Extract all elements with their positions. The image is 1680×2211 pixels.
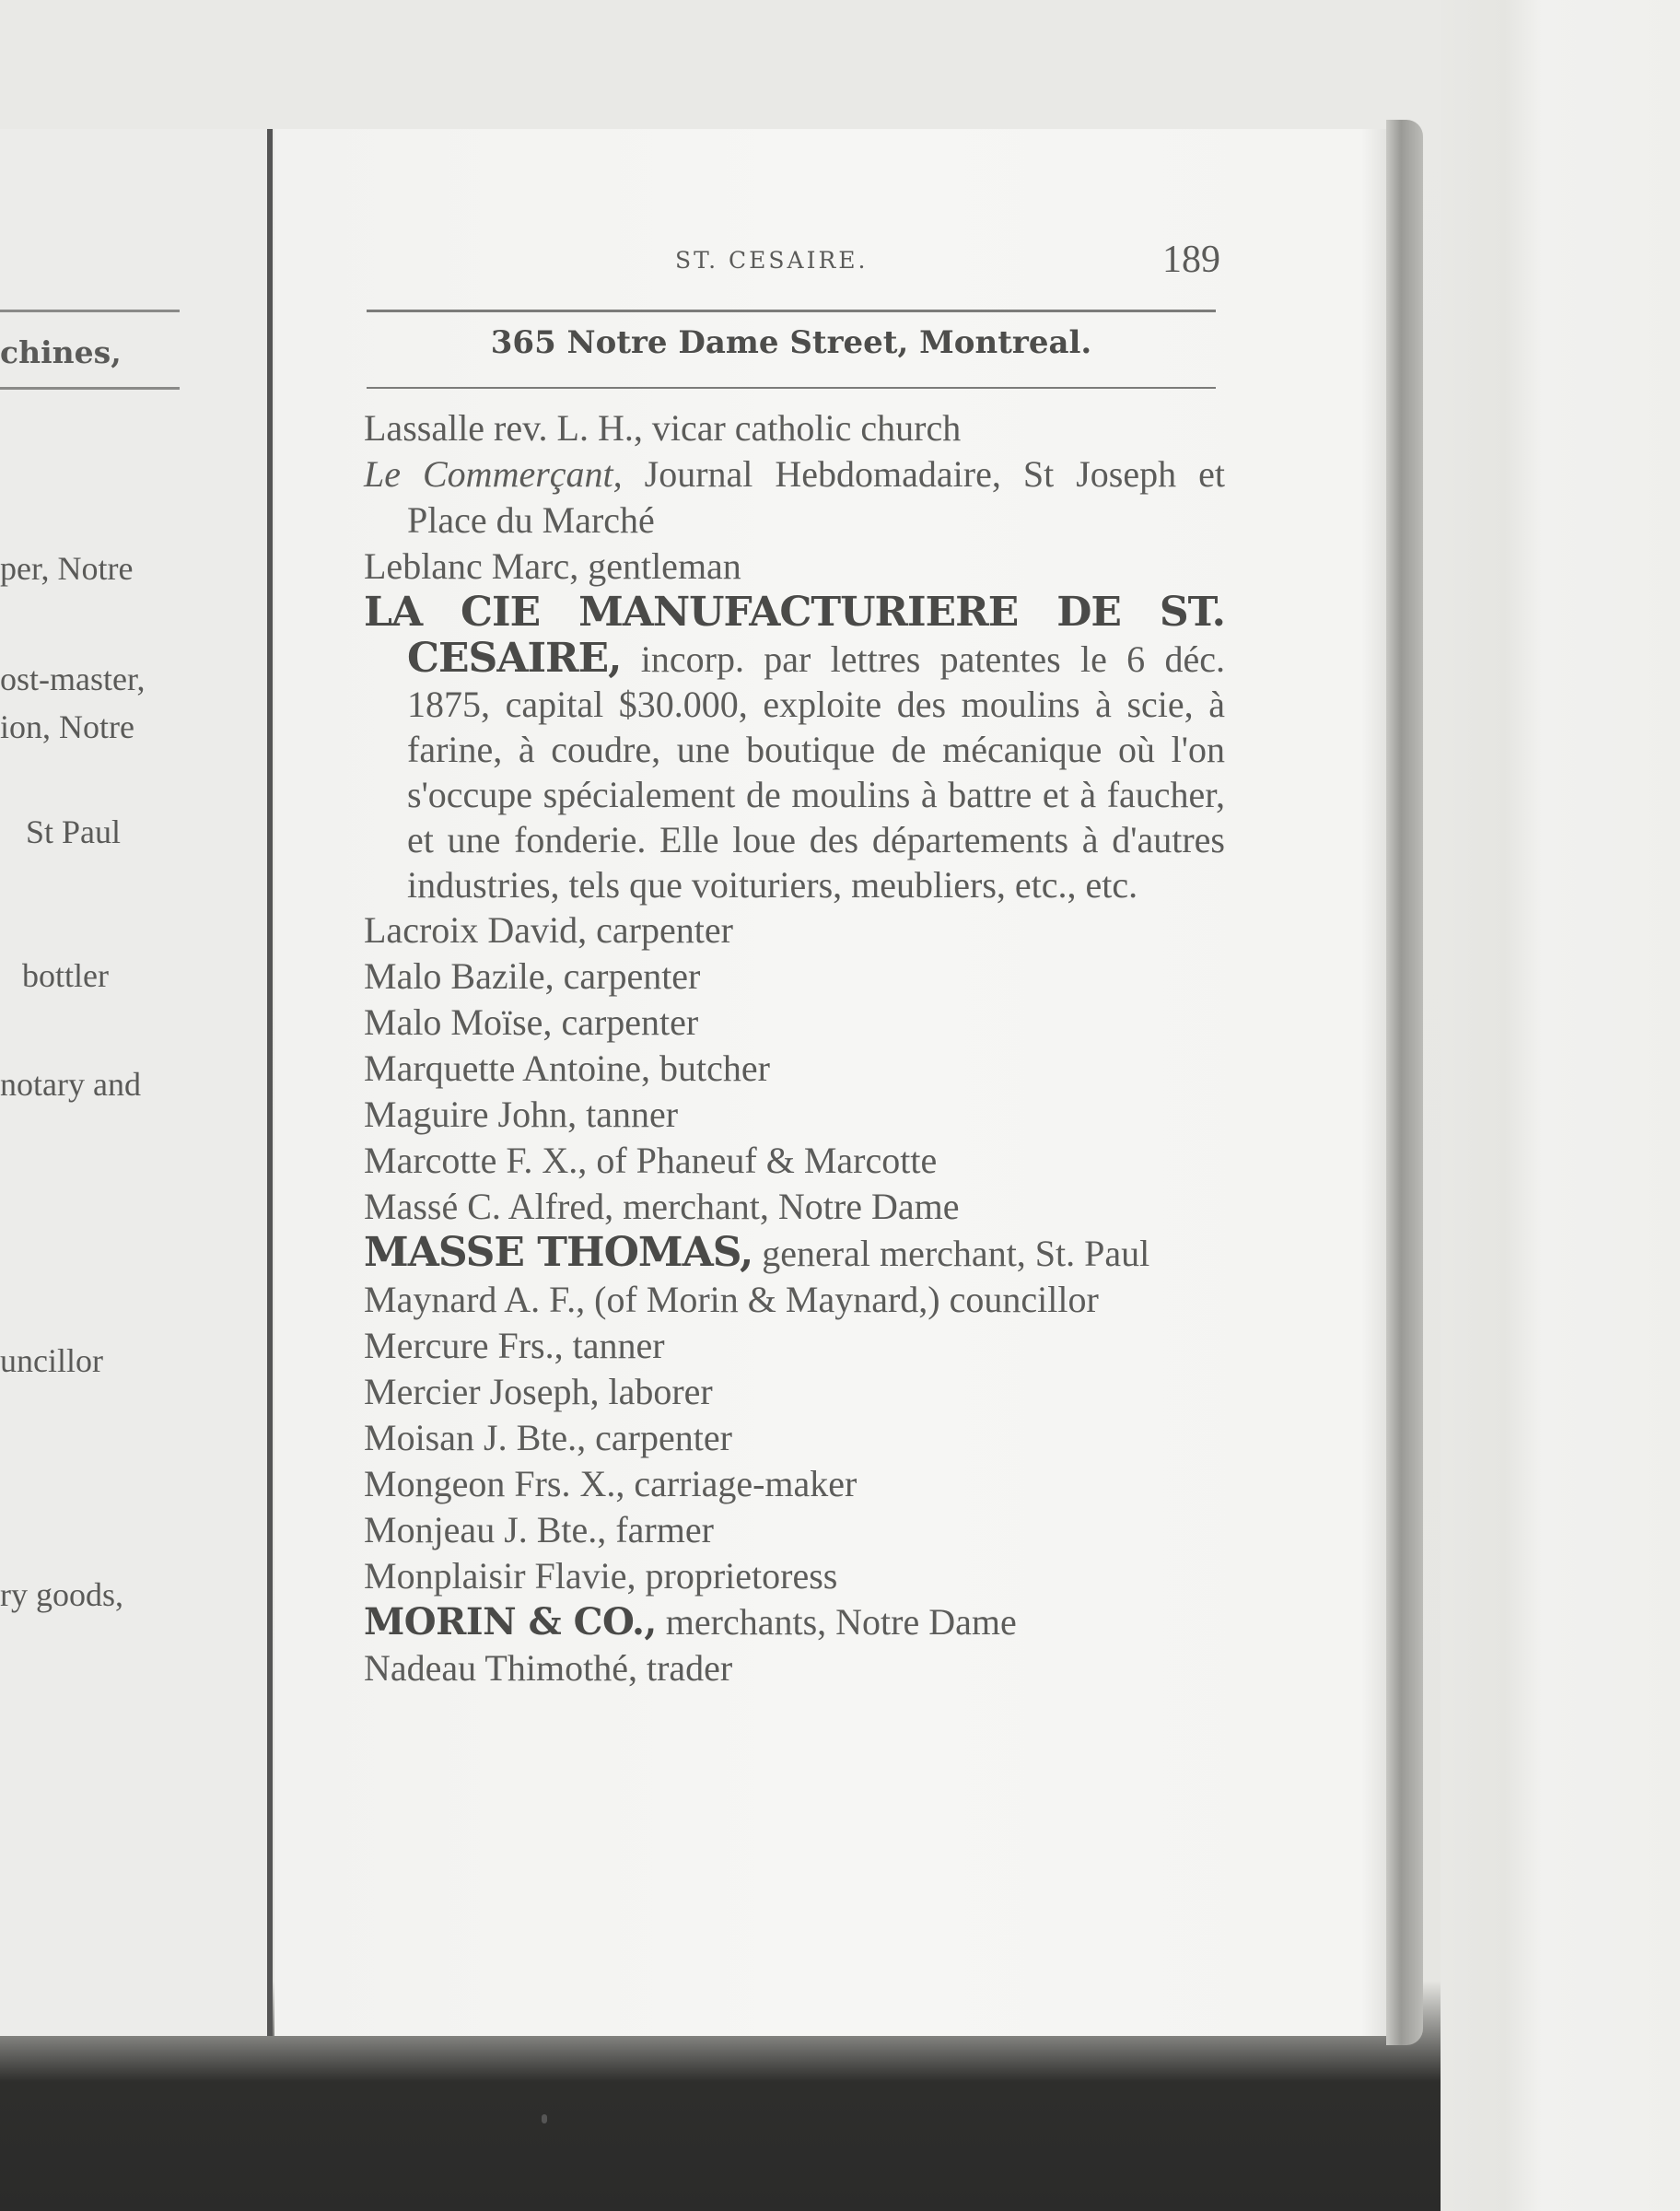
left-line: per, Notre	[0, 550, 134, 587]
entry-name: MORIN & CO.,	[364, 1600, 657, 1644]
entry-detail: proprietoress	[636, 1555, 838, 1597]
scan-speck	[542, 2114, 547, 2123]
directory-entry	[364, 1645, 1225, 1691]
left-line: chines,	[0, 334, 122, 370]
entry-name: Marquette Antoine,	[364, 1047, 651, 1089]
entry-name: LA CIE MANUFACTURIERE DE ST. CESAIRE,	[364, 589, 1225, 682]
left-line: bottler	[22, 957, 109, 994]
left-line: ry goods,	[0, 1576, 123, 1613]
entry-detail: Journal Hebdomadaire, St Joseph et Place du Marché	[407, 453, 1225, 541]
entry-detail: vicar catholic church	[642, 407, 962, 449]
entry-name: Le Commerçant,	[364, 453, 623, 495]
entry-name: Maynard A. F.,	[364, 1279, 586, 1320]
left-facing-page	[0, 129, 273, 2036]
advertiser-address: 365 Notre Dame Street, Montreal.	[490, 324, 1092, 361]
left-page-rule	[0, 387, 180, 390]
entry-name: Nadeau Thimothé,	[364, 1647, 637, 1689]
entry-detail: carriage-maker	[624, 1463, 858, 1504]
directory-entry	[364, 907, 1225, 953]
entry-name: Moisan J. Bte.,	[364, 1417, 587, 1458]
entry-name: Mercure Frs.,	[364, 1325, 564, 1366]
film-edge	[1441, 0, 1680, 2211]
directory-entry	[364, 1507, 1225, 1553]
left-line: St Paul	[26, 813, 122, 850]
header-rule	[367, 310, 1216, 312]
directory-entry	[364, 405, 1225, 451]
entry-detail: carpenter	[587, 909, 733, 951]
entry-detail: butcher	[650, 1047, 770, 1089]
entry-detail: carpenter	[586, 1417, 732, 1458]
directory-entry	[364, 1461, 1225, 1507]
entry-name: MASSE THOMAS,	[364, 1229, 753, 1276]
entry-name: Maguire John,	[364, 1094, 578, 1135]
entry-detail: tanner	[563, 1325, 665, 1366]
entry-detail: incorp. par lettres patentes le 6 déc. 1875, capital $30.000, exploite des moulins à scie, à farine, à coudre, une boutique de mécanique où l'on s'occupe spécialement de moulins à battre et à faucher, et une fonderie. Elle loue des départements à d'autres industries, tels que voituriers, meubliers, etc., etc.	[407, 638, 1225, 906]
directory-entry	[364, 1138, 1225, 1184]
directory-entries	[364, 405, 1225, 1691]
directory-entry	[364, 544, 1225, 590]
directory-entry	[364, 1599, 1225, 1645]
entry-name: Leblanc Marc,	[364, 545, 579, 587]
directory-entry	[364, 1230, 1225, 1277]
directory-entry	[364, 1000, 1225, 1046]
directory-entry	[364, 1369, 1225, 1415]
running-head: ST. CESAIRE.	[675, 247, 869, 274]
entry-detail: merchant, Notre Dame	[613, 1186, 960, 1227]
directory-entry	[364, 1184, 1225, 1230]
entry-name: Mercier Joseph,	[364, 1371, 600, 1412]
book-edge	[1386, 120, 1423, 2045]
page-number: 189	[1162, 239, 1220, 281]
left-line: uncillor	[0, 1342, 103, 1379]
directory-entry	[364, 1323, 1225, 1369]
entry-name: Marcotte F. X.,	[364, 1140, 588, 1181]
directory-entry	[364, 451, 1225, 544]
entry-name: Monjeau J. Bte.,	[364, 1509, 607, 1550]
entry-name: Massé C. Alfred,	[364, 1186, 614, 1227]
entry-name: Mongeon Frs. X.,	[364, 1463, 625, 1504]
entry-name: Malo Bazile,	[364, 955, 554, 997]
entry-name: Malo Moïse,	[364, 1001, 553, 1043]
directory-entry	[364, 1046, 1225, 1092]
left-line: notary and	[0, 1066, 141, 1103]
directory-entry	[364, 953, 1225, 1000]
entry-name: Lassalle rev. L. H.,	[364, 407, 643, 449]
header-rule	[367, 387, 1216, 389]
entry-detail: (of Morin & Maynard,) councillor	[585, 1279, 1099, 1320]
entry-detail: of Phaneuf & Marcotte	[587, 1140, 938, 1181]
directory-entry	[364, 590, 1225, 907]
directory-entry	[364, 1415, 1225, 1461]
directory-entry	[364, 1277, 1225, 1323]
entry-detail: carpenter	[554, 955, 701, 997]
directory-entry	[364, 1553, 1225, 1599]
left-page-rule	[0, 310, 180, 312]
entry-detail: general merchant, St. Paul	[752, 1233, 1150, 1274]
entry-detail: gentleman	[578, 545, 741, 587]
entry-detail: farmer	[606, 1509, 714, 1550]
left-line: ion, Notre	[0, 708, 134, 745]
entry-detail: laborer	[599, 1371, 713, 1412]
entry-name: Monplaisir Flavie,	[364, 1555, 636, 1597]
entry-name: Lacroix David,	[364, 909, 588, 951]
entry-detail: merchants, Notre Dame	[656, 1601, 1017, 1643]
entry-detail: trader	[636, 1647, 733, 1689]
directory-entry	[364, 1092, 1225, 1138]
left-line: ost-master,	[0, 661, 146, 697]
entry-detail: carpenter	[552, 1001, 699, 1043]
entry-detail: tanner	[577, 1094, 679, 1135]
